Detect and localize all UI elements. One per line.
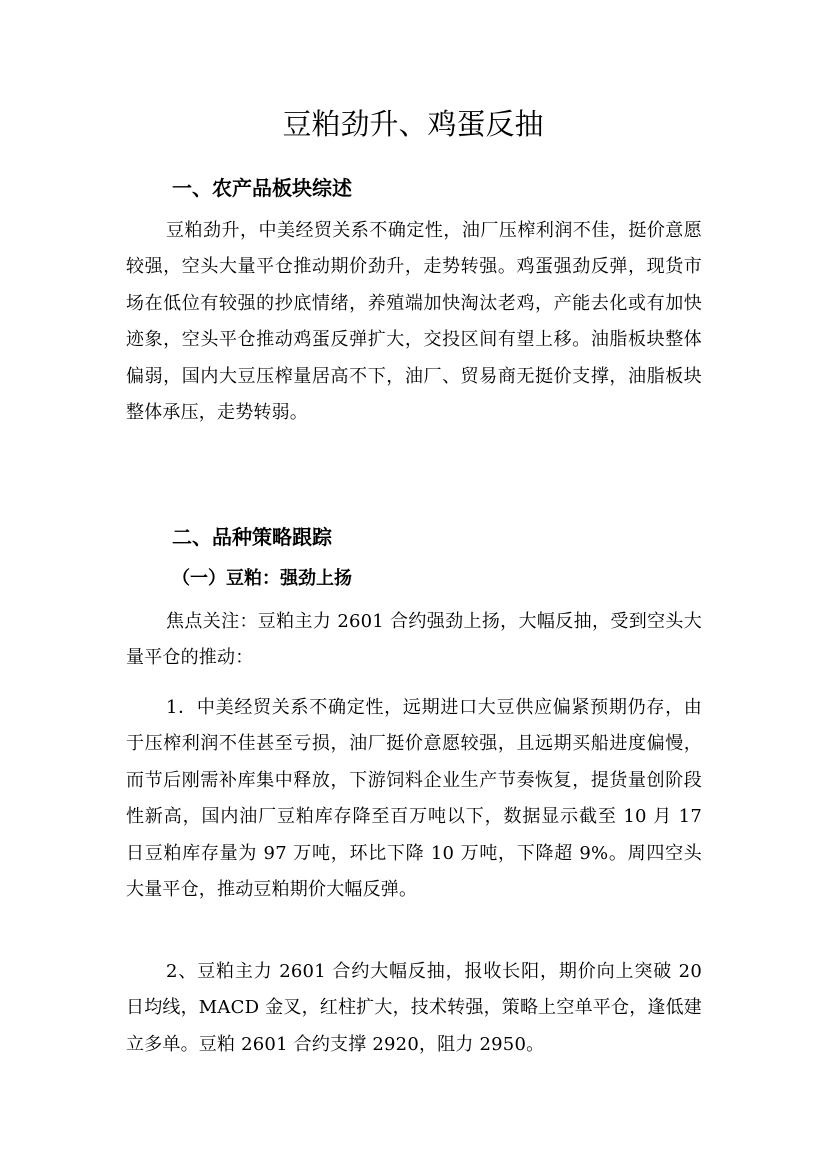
document-title: 豆粕劲升、鸡蛋反抽 <box>282 107 544 141</box>
section-heading-strategy: 二、品种策略跟踪 <box>172 525 332 549</box>
focus-paragraph: 焦点关注：豆粕主力 2601 合约强劲上扬，大幅反抽，受到空头大量平仓的推动： <box>126 611 702 669</box>
point-1-paragraph: 1．中美经贸关系不确定性，远期进口大豆供应偏紧预期仍存，由于压榨利润不佳甚至亏损，油厂挺价意愿较强，且远期买船进度偏慢，而节后刚需补库集中释放，下游饲料企业生产节奏恢复，提货量创阶段性新高，国内油厂豆粕库存降至百万吨以下，数据显示截至 10 月 17 日豆粕库存量为 97 万吨，环比下降 10 万吨，下降超 9%。周四空头大量平仓，推动豆粕期价大幅反弹。 <box>126 697 702 901</box>
subsection-heading-soymeal: （一）豆粕：强劲上扬 <box>172 568 352 589</box>
overview-paragraph: 豆粕劲升，中美经贸关系不确定性，油厂压榨利润不佳，挺价意愿较强，空头大量平仓推动期价劲升，走势转强。鸡蛋强劲反弹，现货市场在低位有较强的抄底情绪，养殖端加快淘汰老鸡，产能去化或有加快迹象，空头平仓推动鸡蛋反弹扩大，交投区间有望上移。油脂板块整体偏弱，国内大豆压榨量居高不下，油厂、贸易商无挺价支撑，油脂板块整体承压，走势转弱。 <box>126 220 702 424</box>
point-2-paragraph: 2、豆粕主力 2601 合约大幅反抽，报收长阳，期价向上突破 20 日均线，MACD 金叉，红柱扩大，技术转强，策略上空单平仓，逢低建立多单。豆粕 2601 合约支撑 2920，阻力 2950。 <box>126 961 702 1055</box>
section-heading-overview: 一、农产品板块综述 <box>172 176 352 200</box>
